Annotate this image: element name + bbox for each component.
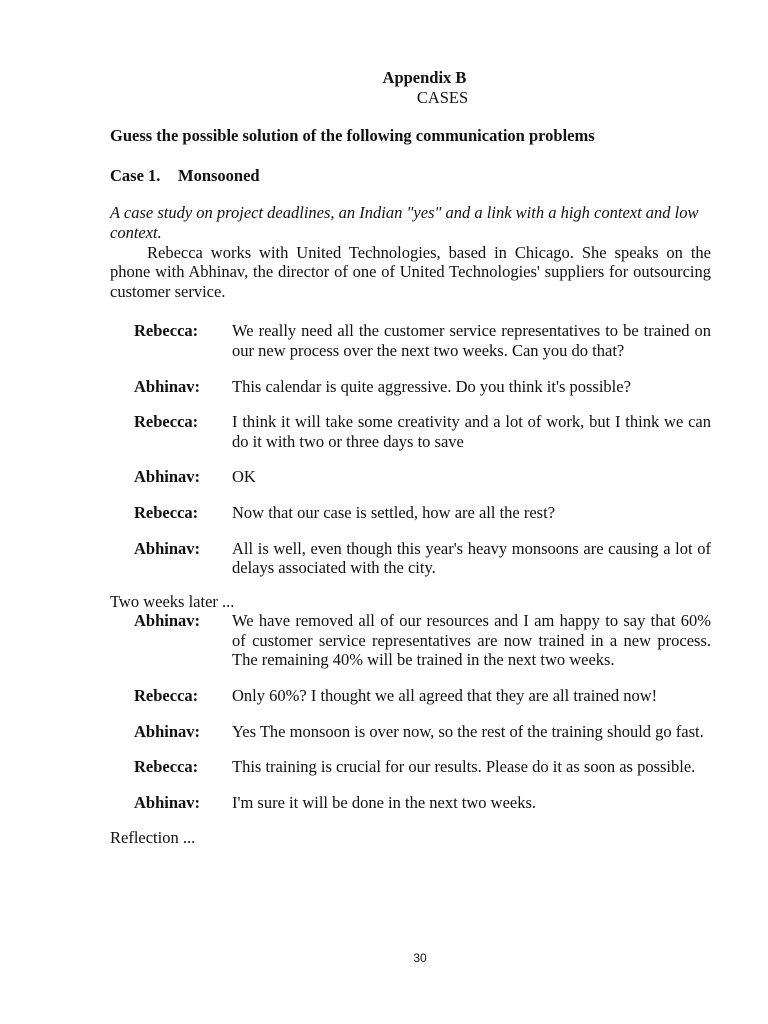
speech-text: This calendar is quite aggressive. Do you think it's possible? — [232, 376, 631, 396]
case-name: Monsooned — [178, 165, 260, 185]
dialog-line — [110, 539, 711, 578]
dialog-line — [110, 503, 711, 523]
case-intro: A case study on project deadlines, an Indian "yes" and a link with a high context and low context. — [110, 203, 699, 242]
speaker-name: Abhinav: — [134, 538, 201, 558]
speech-text: OK — [232, 467, 256, 487]
speech-text: I think it will take some creativity and a lot of work, but I think we can do it with two or three days to save — [232, 412, 711, 451]
case-number: Case 1. — [110, 165, 161, 185]
dialog-line — [110, 686, 711, 706]
speaker-name: Rebecca: — [134, 757, 199, 777]
speech-text: All is well, even though this year's heavy monsoons are causing a lot of delays associated with the city. — [232, 538, 711, 578]
speaker-name: Rebecca: — [134, 412, 199, 432]
speaker-name: Abhinav: — [134, 792, 201, 812]
dialog-line — [110, 757, 711, 777]
case-title — [110, 166, 711, 186]
appendix-title: Appendix B — [382, 68, 467, 87]
speaker-name: Rebecca: — [134, 686, 199, 706]
dialog-line — [110, 611, 711, 670]
dialog-first — [110, 321, 711, 577]
speech-text: Only 60%? I thought we all agreed that they are all trained now! — [232, 686, 658, 706]
speaker-name: Rebecca: — [134, 321, 199, 341]
speech-text: I'm sure it will be done in the next two weeks. — [232, 792, 537, 812]
dialog-second — [110, 611, 711, 812]
reflection-text: Reflection ... — [110, 828, 196, 848]
case-paragraph: Rebecca works with United Technologies, based in Chicago. She speaks on the phone with Abhinav, the director of one of United Technologies' suppliers for outsourcing customer service. — [110, 242, 711, 301]
speaker-name: Abhinav: — [134, 721, 201, 741]
interlude-text: Two weeks later ... — [110, 591, 235, 611]
speech-text: Yes The monsoon is over now, so the rest of the training should go fast. — [232, 721, 704, 741]
document-page — [110, 68, 711, 848]
dialog-line — [110, 793, 711, 813]
section-heading: Guess the possible solution of the following communication problems — [110, 126, 595, 146]
dialog-line — [110, 467, 711, 487]
speaker-name: Abhinav: — [134, 467, 201, 487]
dialog-line — [110, 377, 711, 397]
page-number: 30 — [413, 951, 427, 965]
speech-text: We have removed all of our resources and I am happy to say that 60% of customer service representatives are now trained in a new process. The remaining 40% will be trained in the next two weeks. — [232, 611, 711, 670]
appendix-subtitle: CASES — [416, 87, 469, 107]
speech-text: We really need all the customer service representatives to be trained on our new process over the next two weeks. Can you do that? — [232, 321, 711, 360]
dialog-line — [110, 722, 711, 742]
speech-text: This training is crucial for our results. Please do it as soon as possible. — [232, 757, 696, 777]
dialog-line — [110, 321, 711, 360]
speaker-name: Abhinav: — [134, 611, 201, 631]
speaker-name: Rebecca: — [134, 502, 199, 522]
speaker-name: Abhinav: — [134, 376, 201, 396]
dialog-line — [110, 412, 711, 451]
speech-text: Now that our case is settled, how are all the rest? — [232, 502, 556, 522]
